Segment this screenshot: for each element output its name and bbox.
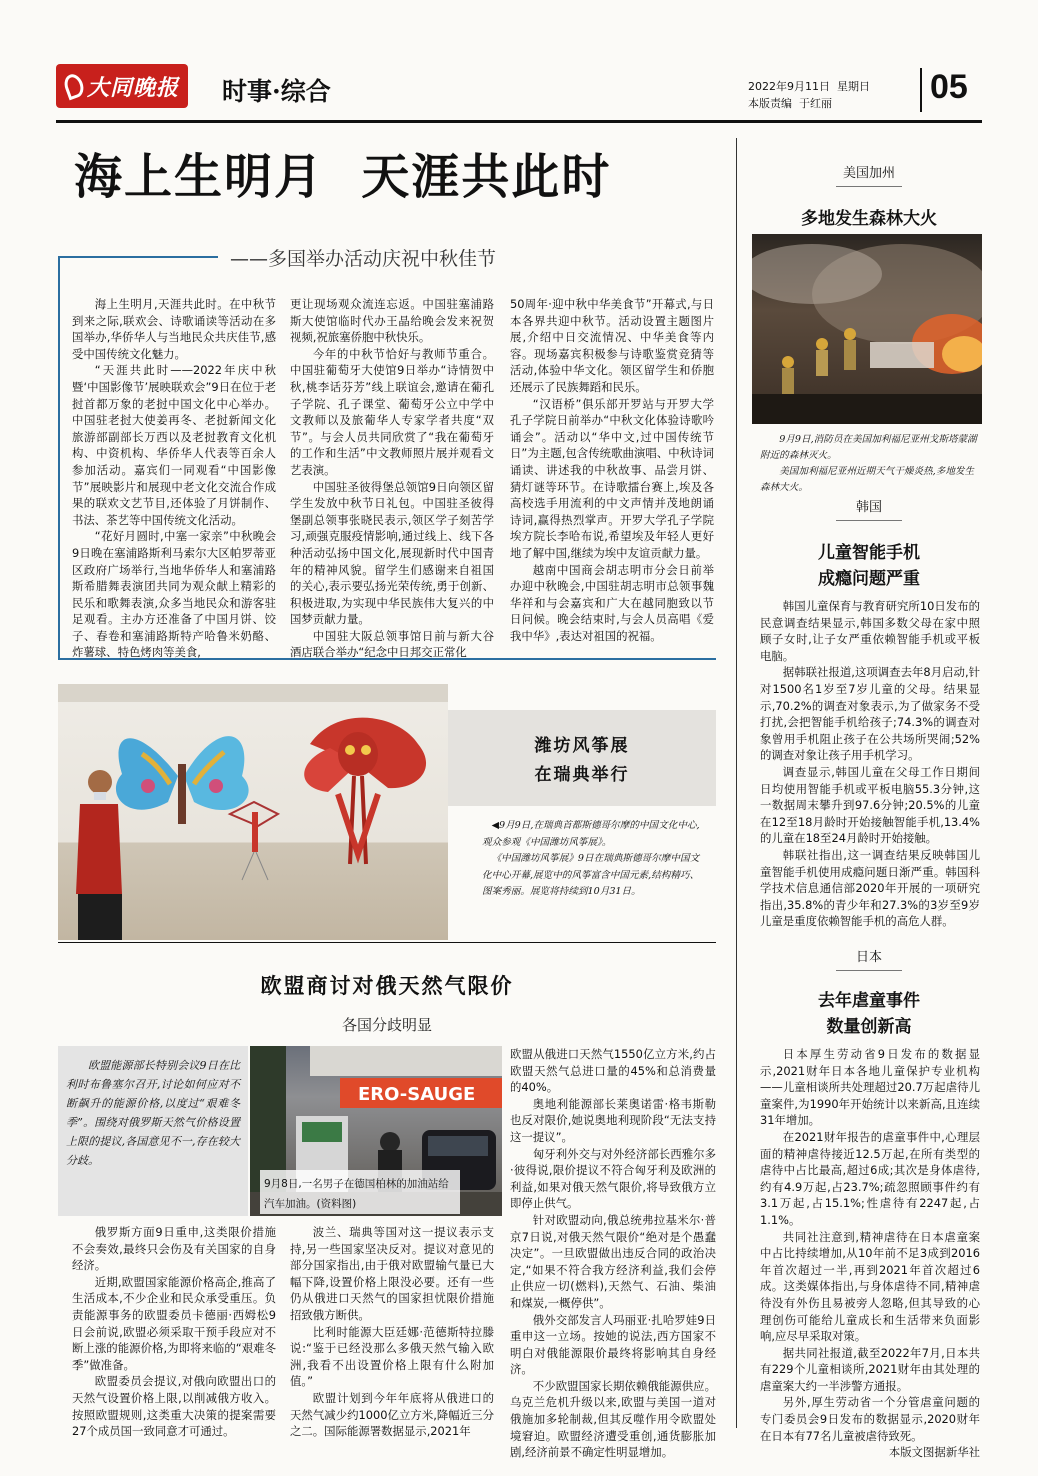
paragraph: 欧盟从俄进口天然气1550亿立方米,约占欧盟天然气总进口量的45%和总消费量的40%。 bbox=[510, 1047, 716, 1095]
paragraph: 越南中国商会胡志明市分会日前举办迎中秋晚会,中国驻胡志明市总领事魏华祥和与会嘉宾和广大在越同胞致以节日问候。晚会结束时,与会人员高唱《爱我中华》,表达对祖国的祝福。 bbox=[510, 562, 714, 643]
wildfire-scene bbox=[752, 234, 982, 424]
page-number: 05 bbox=[930, 68, 968, 106]
logo-text: 大同晚报 bbox=[86, 74, 179, 101]
eu-lead-box bbox=[58, 1046, 248, 1216]
small-kite bbox=[230, 802, 278, 880]
paragraph: 共同社注意到,精神虐待在日本虐童案中占比持续增加,从10年前不足3成到2016年首次超过一半,再到2021年首次超过6成。这类媒体指出,与身体虐待不同,精神虐待没有外伤且易被旁人忽略,但其导致的心理创伤可能给儿童成长和生活带来负面影响,应尽早采取对策。 bbox=[760, 1229, 980, 1344]
paragraph: 奥地利能源部长莱奥诺雷·格韦斯勒也反对限价,她说奥地利现阶段“无法支持这一提议”。 bbox=[510, 1096, 716, 1144]
page-divider bbox=[920, 68, 922, 112]
us-caption-1: 9月9日,消防员在美国加利福尼亚州戈斯塔蒙湖附近的森林灭火。 bbox=[760, 434, 977, 461]
station-sign-text: ERO-SAUGE bbox=[358, 1084, 476, 1105]
paragraph: 俄罗斯方面9日重申,这类限价措施不会奏效,最终只会伤及有关国家的自身经济。 bbox=[72, 1225, 276, 1273]
credit-line: 本版文图据新华社 bbox=[888, 1445, 980, 1460]
gas-station-photo bbox=[250, 1046, 502, 1216]
eu-headline: 欧盟商讨对俄天然气限价 bbox=[260, 974, 514, 998]
paragraph: 中国驻大阪总领事馆日前与新大谷酒店联合举办“纪念中日邦交正常化 bbox=[290, 628, 494, 660]
photo-caption-overlay bbox=[260, 1170, 460, 1214]
paragraph: “汉语桥”俱乐部开罗站与开罗大学孔子学院日前举办“中秋文化体验诗歌吟诵会”。活动以“华中文,过中国传统节日”为主题,包含传统歌曲演唱、中秋诗词诵读、讲述我的中秋故事、品尝月饼、猜灯谜等环节。在诗歌擂台赛上,埃及各高校选手用流利的中文声情并茂地朗诵诗词,赢得热烈掌声。开罗大学孔子学院埃方院长李哈布说,希望埃及年轻人更好地了解中国,继续为埃中友谊贡献力量。 bbox=[510, 396, 714, 560]
paragraph: 在2021财年报告的虐童事件中,心理层面的精神虐待接近12.5万起,在所有类型的虐待中占比最高,超过6成;其次是身体虐待,约有4.9万起,占23.7%;疏忽照顾事件约有3.1万起,占15.1%;性虐待有2247起,占1.1%。 bbox=[760, 1129, 980, 1227]
firefighters bbox=[782, 328, 856, 394]
visitor-figure bbox=[76, 770, 122, 940]
kite-scene bbox=[58, 684, 448, 940]
kr-title-line1: 儿童智能手机 bbox=[818, 543, 920, 563]
logo bbox=[56, 64, 188, 108]
paragraph: 针对欧盟动向,俄总统弗拉基米尔·普京7日说,对俄天然气限价“绝对是个愚蠢决定”。一旦欧盟做出违反合同的政治决定,“如果不符合我方经济利益,我们会停止供应一切(燃料),天然气、石油、柴油和煤炭,一概停供”。 bbox=[510, 1212, 716, 1310]
us-caption-2: 美国加利福尼亚州近期天气干燥炎热,多地发生森林大火。 bbox=[760, 466, 975, 493]
jp-title-line2: 数量创新高 bbox=[826, 1017, 912, 1037]
kr-article bbox=[760, 598, 980, 930]
kr-region-label: 韩国 bbox=[855, 500, 882, 515]
us-region-label: 美国加州 bbox=[842, 166, 895, 181]
us-title: 多地发生森林大火 bbox=[801, 209, 937, 229]
paragraph: 海上生明月,天涯共此时。在中秋节到来之际,联欢会、诗歌诵读等活动在多国举办,华侨华人与当地民众共庆佳节,感受中国传统文化魅力。 bbox=[72, 297, 276, 361]
issue-date: 2022年9月11日 星期日 bbox=[748, 80, 870, 93]
kite-caption-1: ◀9月9日,在瑞典首都斯德哥尔摩的中国文化中心,观众参观《中国潍坊风筝展》。 bbox=[482, 820, 700, 848]
paragraph: 今年的中秋节恰好与教师节重合。中国驻葡萄牙大使馆9日举办“诗情贺中秋,桃李话芬芳”线上联谊会,邀请在葡孔子学院、孔子课堂、葡萄牙公立中学中文教师以及旅葡华人专家学者共度“双节”。与会人员共同欣赏了“我在葡萄牙的工作和生活”中文教师照片展并观看文艺表演。 bbox=[290, 346, 494, 477]
sidebar-divider bbox=[736, 138, 737, 1428]
section-title: 时事·综合 bbox=[222, 77, 331, 106]
us-region-rule bbox=[836, 186, 902, 187]
kite-title-line1: 潍坊风筝展 bbox=[534, 736, 630, 756]
page-editor: 本版责编 于红丽 bbox=[748, 97, 832, 110]
lead-frame-left bbox=[58, 256, 60, 660]
masthead bbox=[56, 62, 982, 122]
logo-icon bbox=[61, 72, 86, 101]
paragraph: “天涯共此时——2022年庆中秋暨‘中国影像节’展映联欢会”9日在位于老挝首都万象的老挝中国文化中心举办。中国驻老挝大使姜再冬、老挝新闻文化旅游部副部长万西以及老挝教育文化机构、中资机构、华侨华人代表等百余人参加活动。嘉宾们一同观看“中国影像节”展映影片和展现中老文化交流合作成果的联欢文艺节目,还体验了月饼制作、书法、茶艺等中国传统文化活动。 bbox=[72, 363, 276, 527]
kite-title-line2: 在瑞典举行 bbox=[534, 765, 630, 785]
wildfire-photo bbox=[752, 234, 982, 424]
butterfly-kite bbox=[116, 736, 249, 824]
eu-column-1 bbox=[72, 1224, 276, 1440]
kite-bottom-rule bbox=[58, 942, 716, 943]
kr-title bbox=[760, 540, 978, 592]
lead-frame-top bbox=[58, 256, 218, 258]
paragraph: 中国驻圣彼得堡总领馆9日向领区留学生发放中秋节日礼包。中国驻圣彼得堡副总领事张晓民表示,领区学子刻苦学习,顽强克服疫情影响,通过线上、线下各种活动弘扬中国文化,展现新时代中国青年的精神风貌。留学生们感谢来自祖国的关心,表示要弘扬光荣传统,勇于创新、积极进取,为实现中华民族伟大复兴的中国梦贡献力量。 bbox=[290, 479, 494, 627]
jp-title-line1: 去年虐童事件 bbox=[818, 991, 920, 1011]
jp-region-rule bbox=[836, 970, 902, 971]
paragraph: 日本厚生劳动省9日发布的数据显示,2021财年日本各地儿童保护专业机构——儿童相谈所共处理超过20.7万起虐待儿童案件,为1990年开始统计以来新高,且连续31年增加。 bbox=[760, 1047, 980, 1128]
us-caption bbox=[760, 432, 978, 496]
paragraph: 匈牙利外交与对外经济部长西雅尔多·彼得说,限价提议不符合匈牙利及欧洲的利益,如果对俄天然气限价,将导致俄方立即停止供气。 bbox=[510, 1146, 716, 1211]
paragraph: 韩联社指出,这一调查结果反映韩国儿童智能手机使用成瘾问题日渐严重。韩国科学技术信息通信部2020年开展的一项研究指出,35.8%的青少年和27.3%的3岁至9岁儿童是重度依赖智能手机的高危人群。 bbox=[760, 847, 980, 929]
paragraph: 韩国儿童保育与教育研究所10日发布的民意调查结果显示,韩国多数父母在家中照顾子女时,让子女严重依赖智能手机或平板电脑。 bbox=[760, 599, 980, 663]
red-kite bbox=[304, 718, 426, 864]
paragraph: 据韩联社报道,这项调查去年8月启动,针对1500名1岁至7岁儿童的父母。结果显示,70.2%的调查对象表示,为了做家务不受打扰,会把智能手机给孩子;74.3%的调查对象曾用手机阻止孩子在公共场所哭闹;52%的调查对象让孩子用手机学习。 bbox=[760, 665, 980, 763]
paragraph: 近期,欧盟国家能源价格高企,推高了生活成本,不少企业和民众承受重压。负责能源事务的欧盟委员卡德丽·西姆松9日会前说,欧盟必须采取干预手段应对不断上涨的能源价格,为即将来临的“艰难冬季”做准备。 bbox=[72, 1274, 276, 1372]
kite-caption-2: 《中国潍坊风筝展》9日在瑞典斯德哥尔摩中国文化中心开幕,展览中的风筝富含中国元素,结构精巧、图案秀丽。展览将持续到10月31日。 bbox=[482, 853, 700, 897]
paragraph: 欧盟计划到今年年底将从俄进口的天然气减少约1000亿立方米,降幅近三分之二。国际能源署数据显示,2021年 bbox=[290, 1390, 494, 1439]
jp-title bbox=[760, 988, 978, 1040]
lead-headline: 海上生明月 天涯共此时 bbox=[74, 149, 612, 205]
paragraph: 波兰、瑞典等国对这一提议表示支持,另一些国家坚决反对。提议对意见的部分国家指出,由于俄对欧盟输气量已大幅下降,设置价格上限没必要。还有一些仍从俄进口天然气的国家担忧限价措施招致俄方断供。 bbox=[290, 1225, 494, 1322]
paragraph: 据共同社报道,截至2022年7月,日本共有229个儿童相谈所,2021财年由其处理的虐童案大约一半涉警方通报。 bbox=[760, 1345, 980, 1393]
kr-title-line2: 成瘾问题严重 bbox=[818, 569, 920, 589]
jp-region-label: 日本 bbox=[855, 950, 882, 965]
paragraph: 另外,厚生劳动省一个分管虐童问题的专门委员会9日发布的数据显示,2020财年在日本有77名儿童被虐待致死。 bbox=[760, 1395, 980, 1443]
eu-column-2 bbox=[290, 1224, 494, 1440]
masthead-rule bbox=[56, 120, 982, 123]
paragraph: 比利时能源大臣廷娜·范德斯特拉滕说:“鉴于已经没那么多俄天然气输入欧洲,我看不出设置价格上限有什么附加值。” bbox=[290, 1324, 494, 1389]
lead-column-1 bbox=[72, 296, 276, 661]
photo-caption: 9月8日,一名男子在德国柏林的加油站给汽车加油。(资料图) bbox=[264, 1178, 449, 1210]
lead-column-2 bbox=[290, 296, 494, 661]
kite-caption bbox=[482, 818, 708, 901]
lead-subhead: ——多国举办活动庆祝中秋佳节 bbox=[230, 248, 497, 270]
eu-subhead: 各国分歧明显 bbox=[341, 1016, 432, 1034]
paragraph: 俄外交部发言人玛丽亚·扎哈罗娃9日重申这一立场。按她的说法,西方国家不明白对俄能源限价最终将影响其自身经济。 bbox=[510, 1312, 716, 1377]
kite-title-box bbox=[448, 710, 716, 806]
paragraph: 50周年·迎中秋中华美食节”开幕式,与日本各界共迎中秋节。活动设置主题图片展,介绍中日交流情况、中华美食等内容。现场嘉宾积极参与诗歌鉴赏竞猜等活动,体验中华文化。领区留学生和侨胞还展示了民族舞蹈和民乐。 bbox=[510, 297, 714, 394]
paragraph: 不少欧盟国家长期依赖俄能源供应。乌克兰危机升级以来,欧盟与美国一道对俄施加多轮制裁,但其反噬作用令欧盟处境窘迫。欧盟经济遭受重创,通货膨胀加剧,经济前景不确定性明显增加。 bbox=[510, 1378, 716, 1460]
jp-article bbox=[760, 1046, 980, 1461]
paragraph: 更让现场观众流连忘返。中国驻塞浦路斯大使馆临时代办王晶给晚会发来祝贺视频,祝旅塞侨胞中秋快乐。 bbox=[290, 297, 494, 345]
kr-region-rule bbox=[836, 520, 902, 521]
lead-column-3 bbox=[510, 296, 714, 644]
paragraph: “花好月圆时,中塞一家亲”中秋晚会9日晚在塞浦路斯利马索尔大区帕罗蒂亚区政府广场举行,当地华侨华人和塞浦路斯希腊舞表演团共同为观众献上精彩的民乐和歌舞表演,众多当地民众和游客驻足观看。主办方还准备了中国月饼、饺子、春卷和塞浦路斯特产哈鲁米奶酪、炸薯球、特色烤肉等美食, bbox=[72, 529, 276, 660]
paragraph: 欧盟委员会提议,对俄向欧盟出口的天然气设置价格上限,以削减俄方收入。按照欧盟规则,这类重大决策的提案需要27个成员国一致同意才可通过。 bbox=[72, 1374, 276, 1439]
eu-lead-text: 欧盟能源部长特别会议9日在比利时布鲁塞尔召开,讨论如何应对不断飙升的能源价格,以度过“艰难冬季”。围绕对俄罗斯天然气价格设置上限的提议,各国意见不一,存在较大分歧。 bbox=[66, 1059, 240, 1167]
paragraph: 调查显示,韩国儿童在父母工作日期间日均使用智能手机或平板电脑55.3分钟,这一数据周末攀升到97.6分钟;20.5%的儿童在12至18月龄时开始接触智能手机,13.4%的儿童在18至24月龄时开始接触。 bbox=[760, 764, 980, 846]
kite-exhibition-photo bbox=[58, 684, 448, 940]
eu-column-3 bbox=[510, 1046, 716, 1461]
